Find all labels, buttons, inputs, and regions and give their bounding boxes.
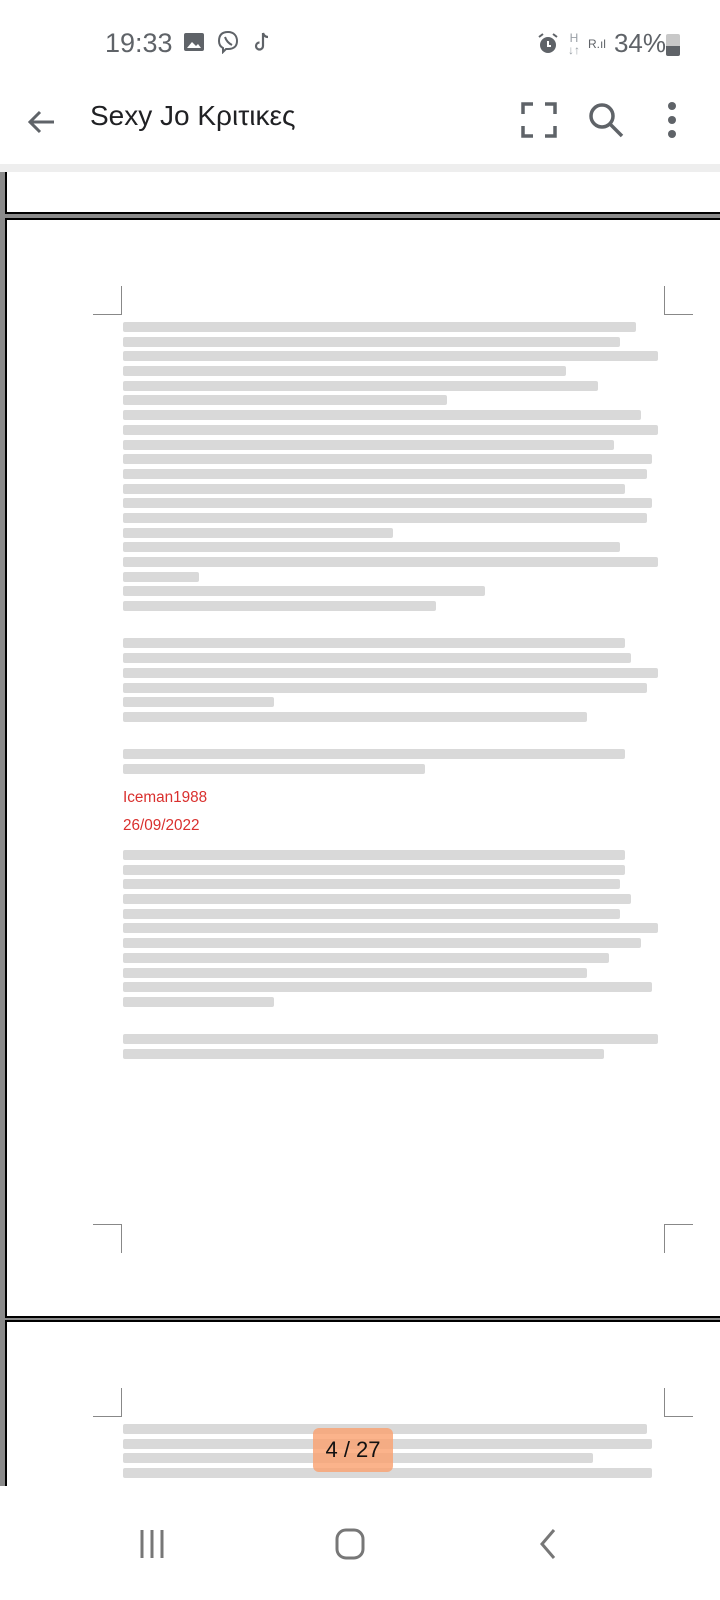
status-bar (0, 0, 720, 88)
document-body (123, 318, 663, 1064)
home-icon[interactable] (320, 1514, 380, 1574)
crop-mark (93, 1224, 122, 1253)
crop-mark (664, 286, 693, 315)
battery-icon (666, 34, 680, 56)
crop-mark (93, 286, 122, 315)
document-body (123, 1420, 663, 1483)
search-icon[interactable] (584, 98, 628, 142)
page-3 (5, 172, 720, 214)
gallery-icon (182, 30, 206, 54)
crop-mark (93, 1388, 122, 1417)
system-nav-bar (0, 1486, 720, 1600)
page-4 (5, 218, 720, 1318)
data-arrows-icon: H ↓↑ (567, 30, 580, 57)
text-placeholder-block (123, 1034, 663, 1059)
fullscreen-icon[interactable] (517, 98, 561, 142)
back-arrow-icon[interactable] (22, 102, 62, 142)
document-title: Sexy Jo Κριτικες (90, 100, 296, 131)
app-bar (0, 88, 720, 166)
alarm-icon (536, 32, 560, 56)
document-viewer[interactable] (0, 172, 720, 1486)
status-time: 19:33 (105, 28, 173, 58)
crop-mark (664, 1224, 693, 1253)
tiktok-icon (250, 30, 274, 54)
text-placeholder-block (123, 322, 663, 611)
recents-icon[interactable] (122, 1514, 182, 1574)
battery-percent: 34% (613, 28, 666, 58)
review-username: Iceman1988 (123, 788, 208, 806)
app-bar-divider (0, 164, 720, 172)
crop-mark (664, 1388, 693, 1417)
page-counter: 4 / 27 (313, 1428, 393, 1472)
more-vert-icon[interactable] (650, 98, 694, 142)
text-placeholder-block (123, 638, 663, 721)
text-placeholder-block (123, 749, 663, 774)
review-date: 26/09/2022 (123, 817, 200, 835)
viber-icon (216, 30, 240, 54)
back-icon[interactable] (518, 1514, 578, 1574)
text-placeholder-block (123, 850, 663, 1007)
signal-icon: R.ıl (587, 36, 606, 51)
